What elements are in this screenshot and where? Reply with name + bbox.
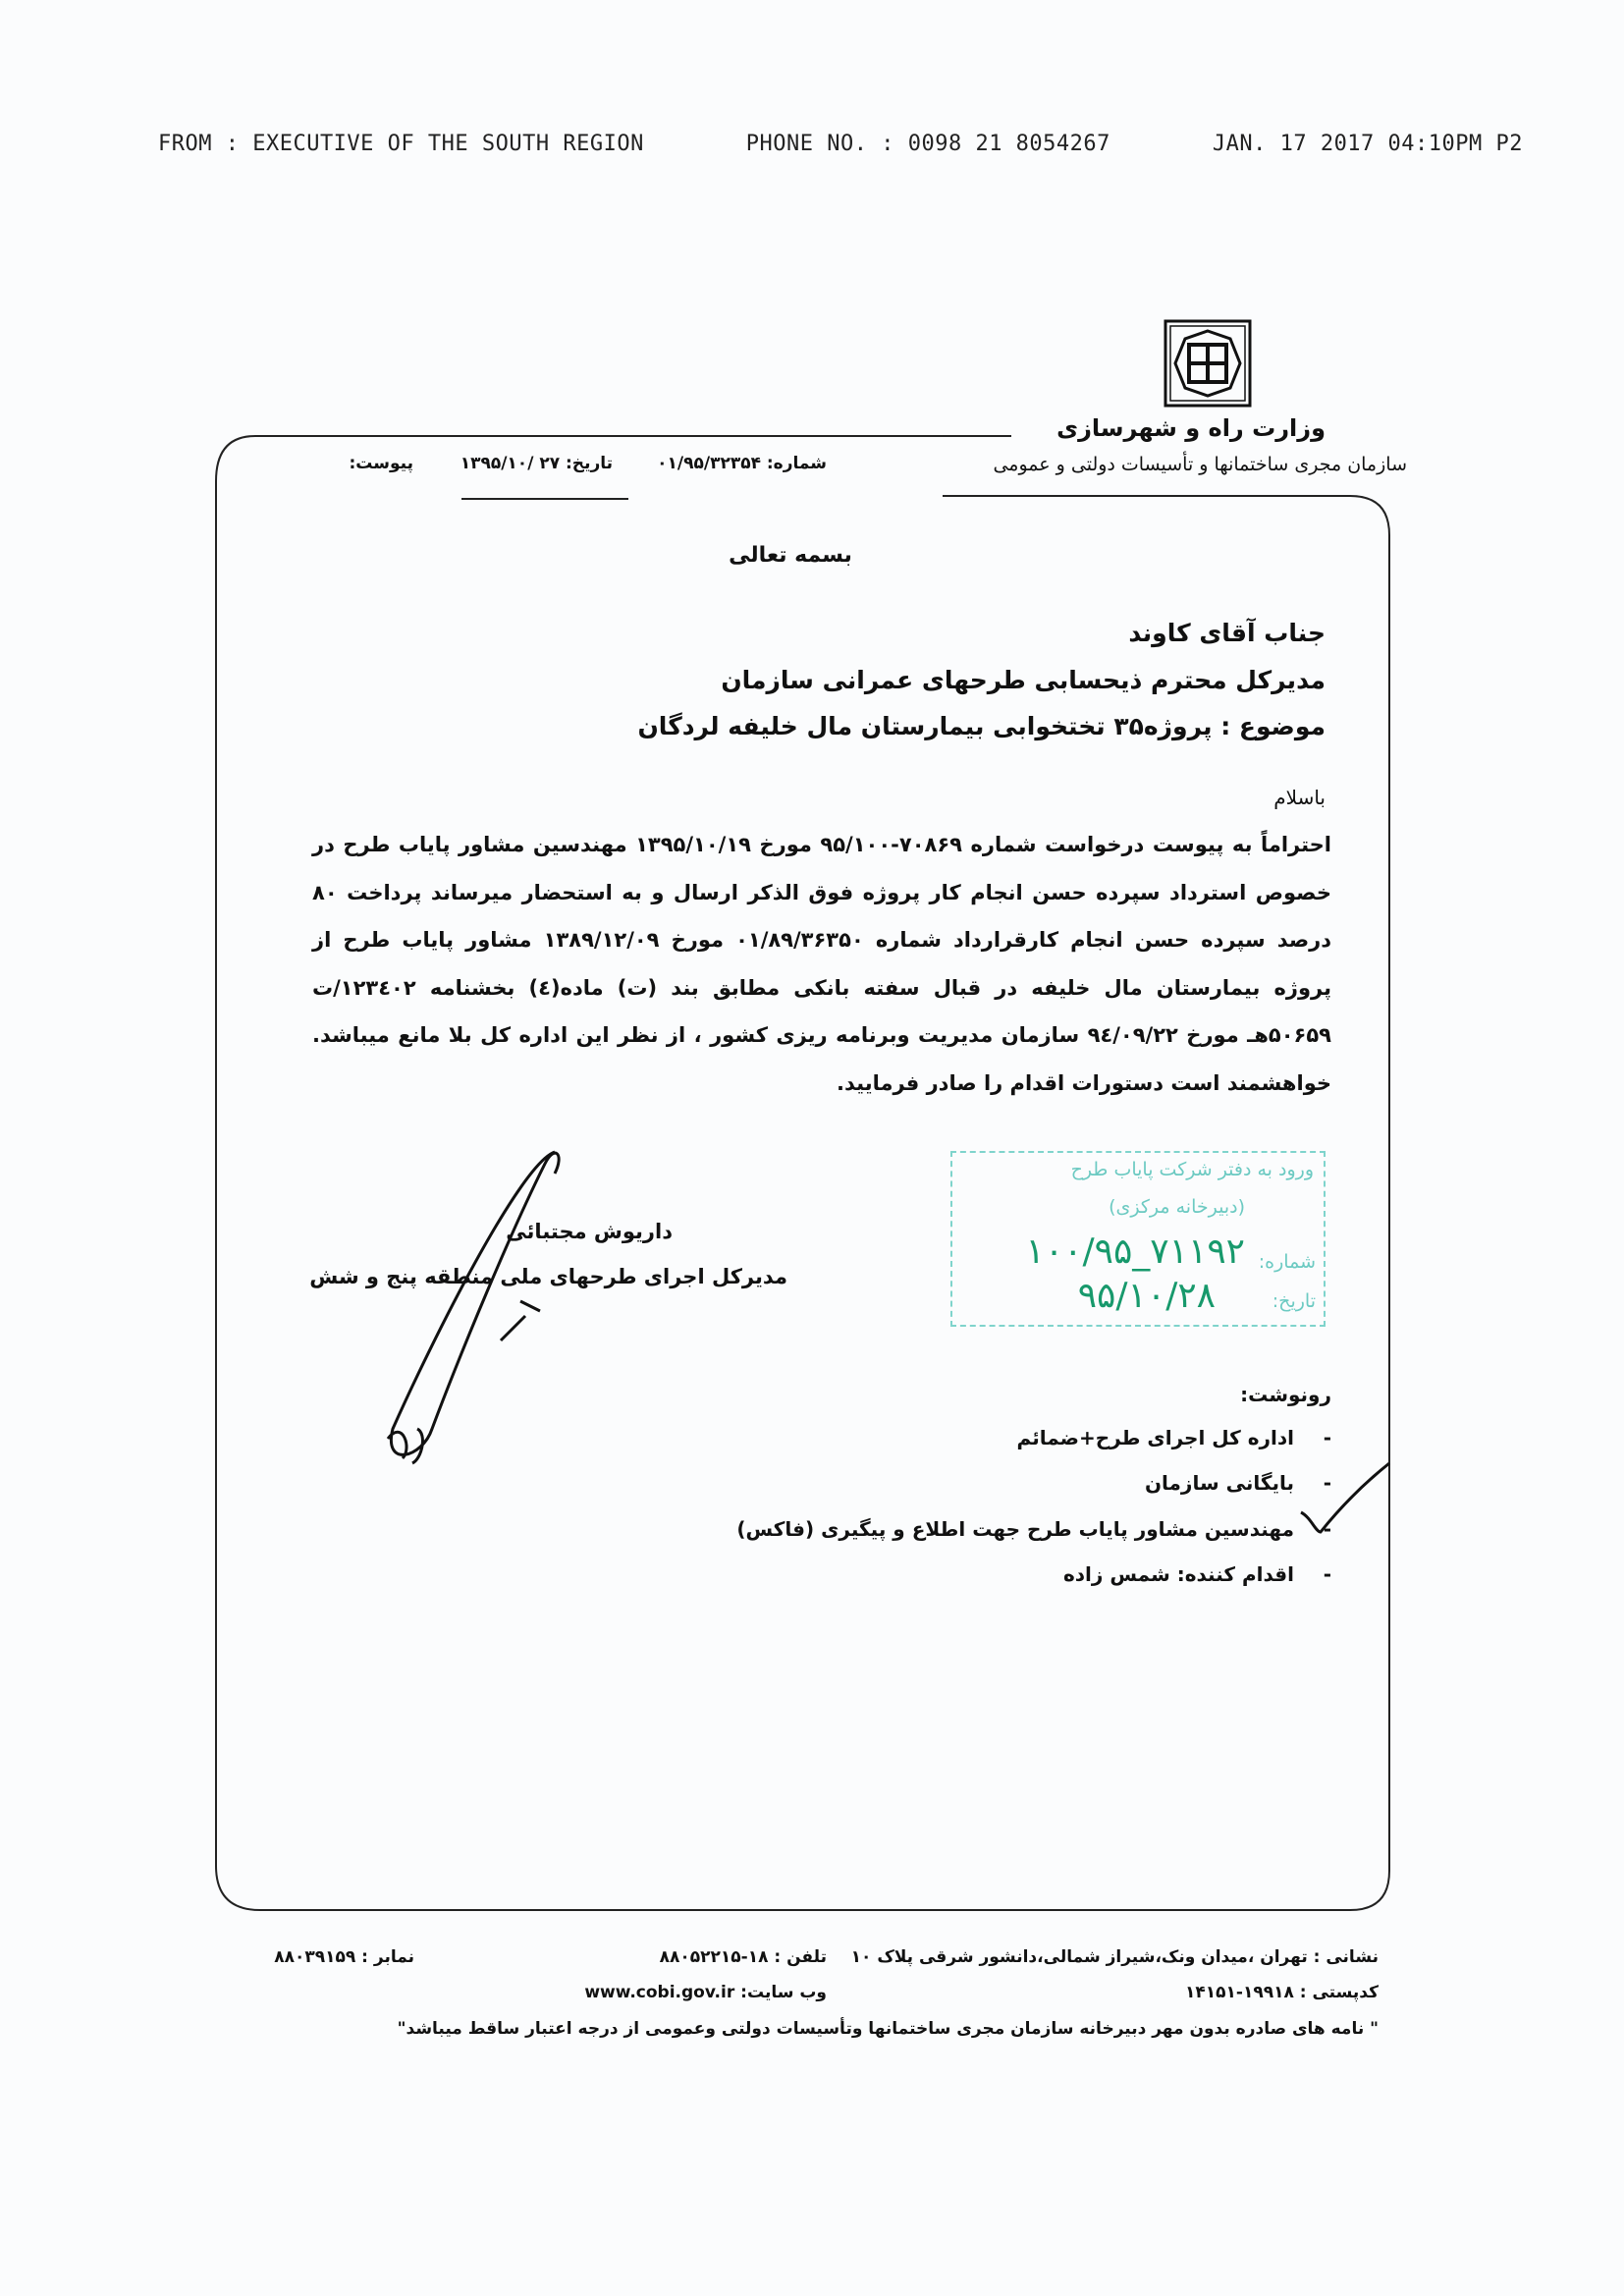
signatory-title: مدیرکل اجرای طرحهای ملی منطقه پنج و شش xyxy=(309,1265,787,1288)
addressee-name: جناب آقای کاوند xyxy=(1128,619,1326,647)
ministry-name: وزارت راه و شهرسازی xyxy=(1056,414,1326,442)
letter-date: تاریخ: ۲۷ /۱۳۹۵/۱۰ xyxy=(460,454,613,473)
addressee-title: مدیرکل محترم ذیحسابی طرحهای عمرانی سازمان xyxy=(721,666,1326,694)
copies-title: رونوشت: xyxy=(1240,1383,1331,1406)
stamp-number-value: ۱۰۰/۹۵_۷۱۱۹۲ xyxy=(1025,1231,1245,1272)
fax-datetime: JAN. 17 2017 04:10PM P2 xyxy=(1212,132,1523,156)
copy-item: بایگانی سازمان xyxy=(1144,1471,1294,1495)
letter-number: شماره: ۰۱/۹۵/۳۲۳۵۴ xyxy=(657,454,827,473)
receipt-stamp xyxy=(950,1151,1326,1327)
stamp-line-1: ورود به دفتر شرکت پایاب طرح xyxy=(1070,1159,1314,1180)
organization-name: سازمان مجری ساختمانها و تأسیسات دولتی و عمومی xyxy=(993,454,1407,475)
invocation: بسمه تعالی xyxy=(729,543,852,568)
footer-address: نشانی : تهران ،میدان ونک،شیراز شمالی،دانشور شرقی پلاک ۱۰ xyxy=(850,1947,1379,1967)
stamp-line-2: (دبیرخانه مرکزی) xyxy=(1109,1196,1245,1218)
ministry-logo-icon xyxy=(1164,319,1252,408)
footer-fax: نمابر : ۸۸۰۳۹۱۵۹ xyxy=(274,1947,414,1967)
handwritten-signature xyxy=(373,1144,569,1478)
copy-item: مهندسین مشاور پایاب طرح جهت اطلاع و پیگیری (فاکس) xyxy=(736,1517,1294,1541)
attachment-label: پیوست: xyxy=(349,454,413,473)
checkmark-icon xyxy=(1296,1458,1394,1542)
letter-body: احتراماً به پیوست درخواست شماره ۷۰۸۶۹-۹۵/۱۰۰ مورخ ۱۳۹۵/۱۰/۱۹ مهندسین مشاور پایاب طرح در خصوص استرداد سپرده حسن انجام کار پروژه فوق الذکر ارسال و به استحضار میرساند پرداخت ۸۰ درصد سپرده حسن انجام کارقرارداد شماره ۰۱/۸۹/۳۶۳۵۰ مورخ ۱۳۸۹/۱۲/۰۹ مشاور پایاب طرح از پروژه بیمارستان مال خلیفه در قبال سفته بانکی مطابق بند (ت) ماده(٤) بخشنامه ۱۲۳٤۰۲/ت ۵۰۶۵۹هـ مورخ ۹٤/۰۹/۲۲ سازمان مدیریت وبرنامه ریزی کشور ، از نظر این اداره کل بلا مانع میباشد. خواهشمند است دستورات اقدام را صادر فرمایید. xyxy=(312,833,1332,1095)
fax-phone: PHONE NO. : 0098 21 8054267 xyxy=(745,132,1110,156)
footer-phone: تلفن : ۱۸-۸۸۰۵۲۲۱۵ xyxy=(659,1947,827,1967)
stamp-date-value: ۹۵/۱۰/۲۸ xyxy=(1077,1276,1216,1316)
signatory-name: داریوش مجتبائی xyxy=(506,1220,673,1243)
footer-notice: " نامه های صادره بدون مهر دبیرخانه سازمان مجری ساختمانها وتأسیسات دولتی وعمومی از درجه اعتبار ساقط میباشد" xyxy=(397,2019,1379,2039)
copy-item: اداره کل اجرای طرح+ضمائم xyxy=(1016,1426,1294,1449)
copy-item: اقدام کننده: شمس زاده xyxy=(1062,1562,1294,1586)
greeting: باسلام xyxy=(1273,786,1326,809)
footer-postal-code: کدپستی : ۱۹۹۱۸-۱۴۱۵۱ xyxy=(1184,1983,1379,2002)
footer-website[interactable]: وب سایت: www.cobi.gov.ir xyxy=(584,1983,827,2002)
fax-header xyxy=(158,132,1523,156)
stamp-date-label: تاریخ: xyxy=(1272,1290,1316,1312)
letter-subject: موضوع : پروژه۳۵ تختخوابی بیمارستان مال خلیفه لردگان xyxy=(637,712,1326,740)
fax-from: FROM : EXECUTIVE OF THE SOUTH REGION xyxy=(158,132,644,156)
stamp-number-label: شماره: xyxy=(1258,1251,1316,1273)
